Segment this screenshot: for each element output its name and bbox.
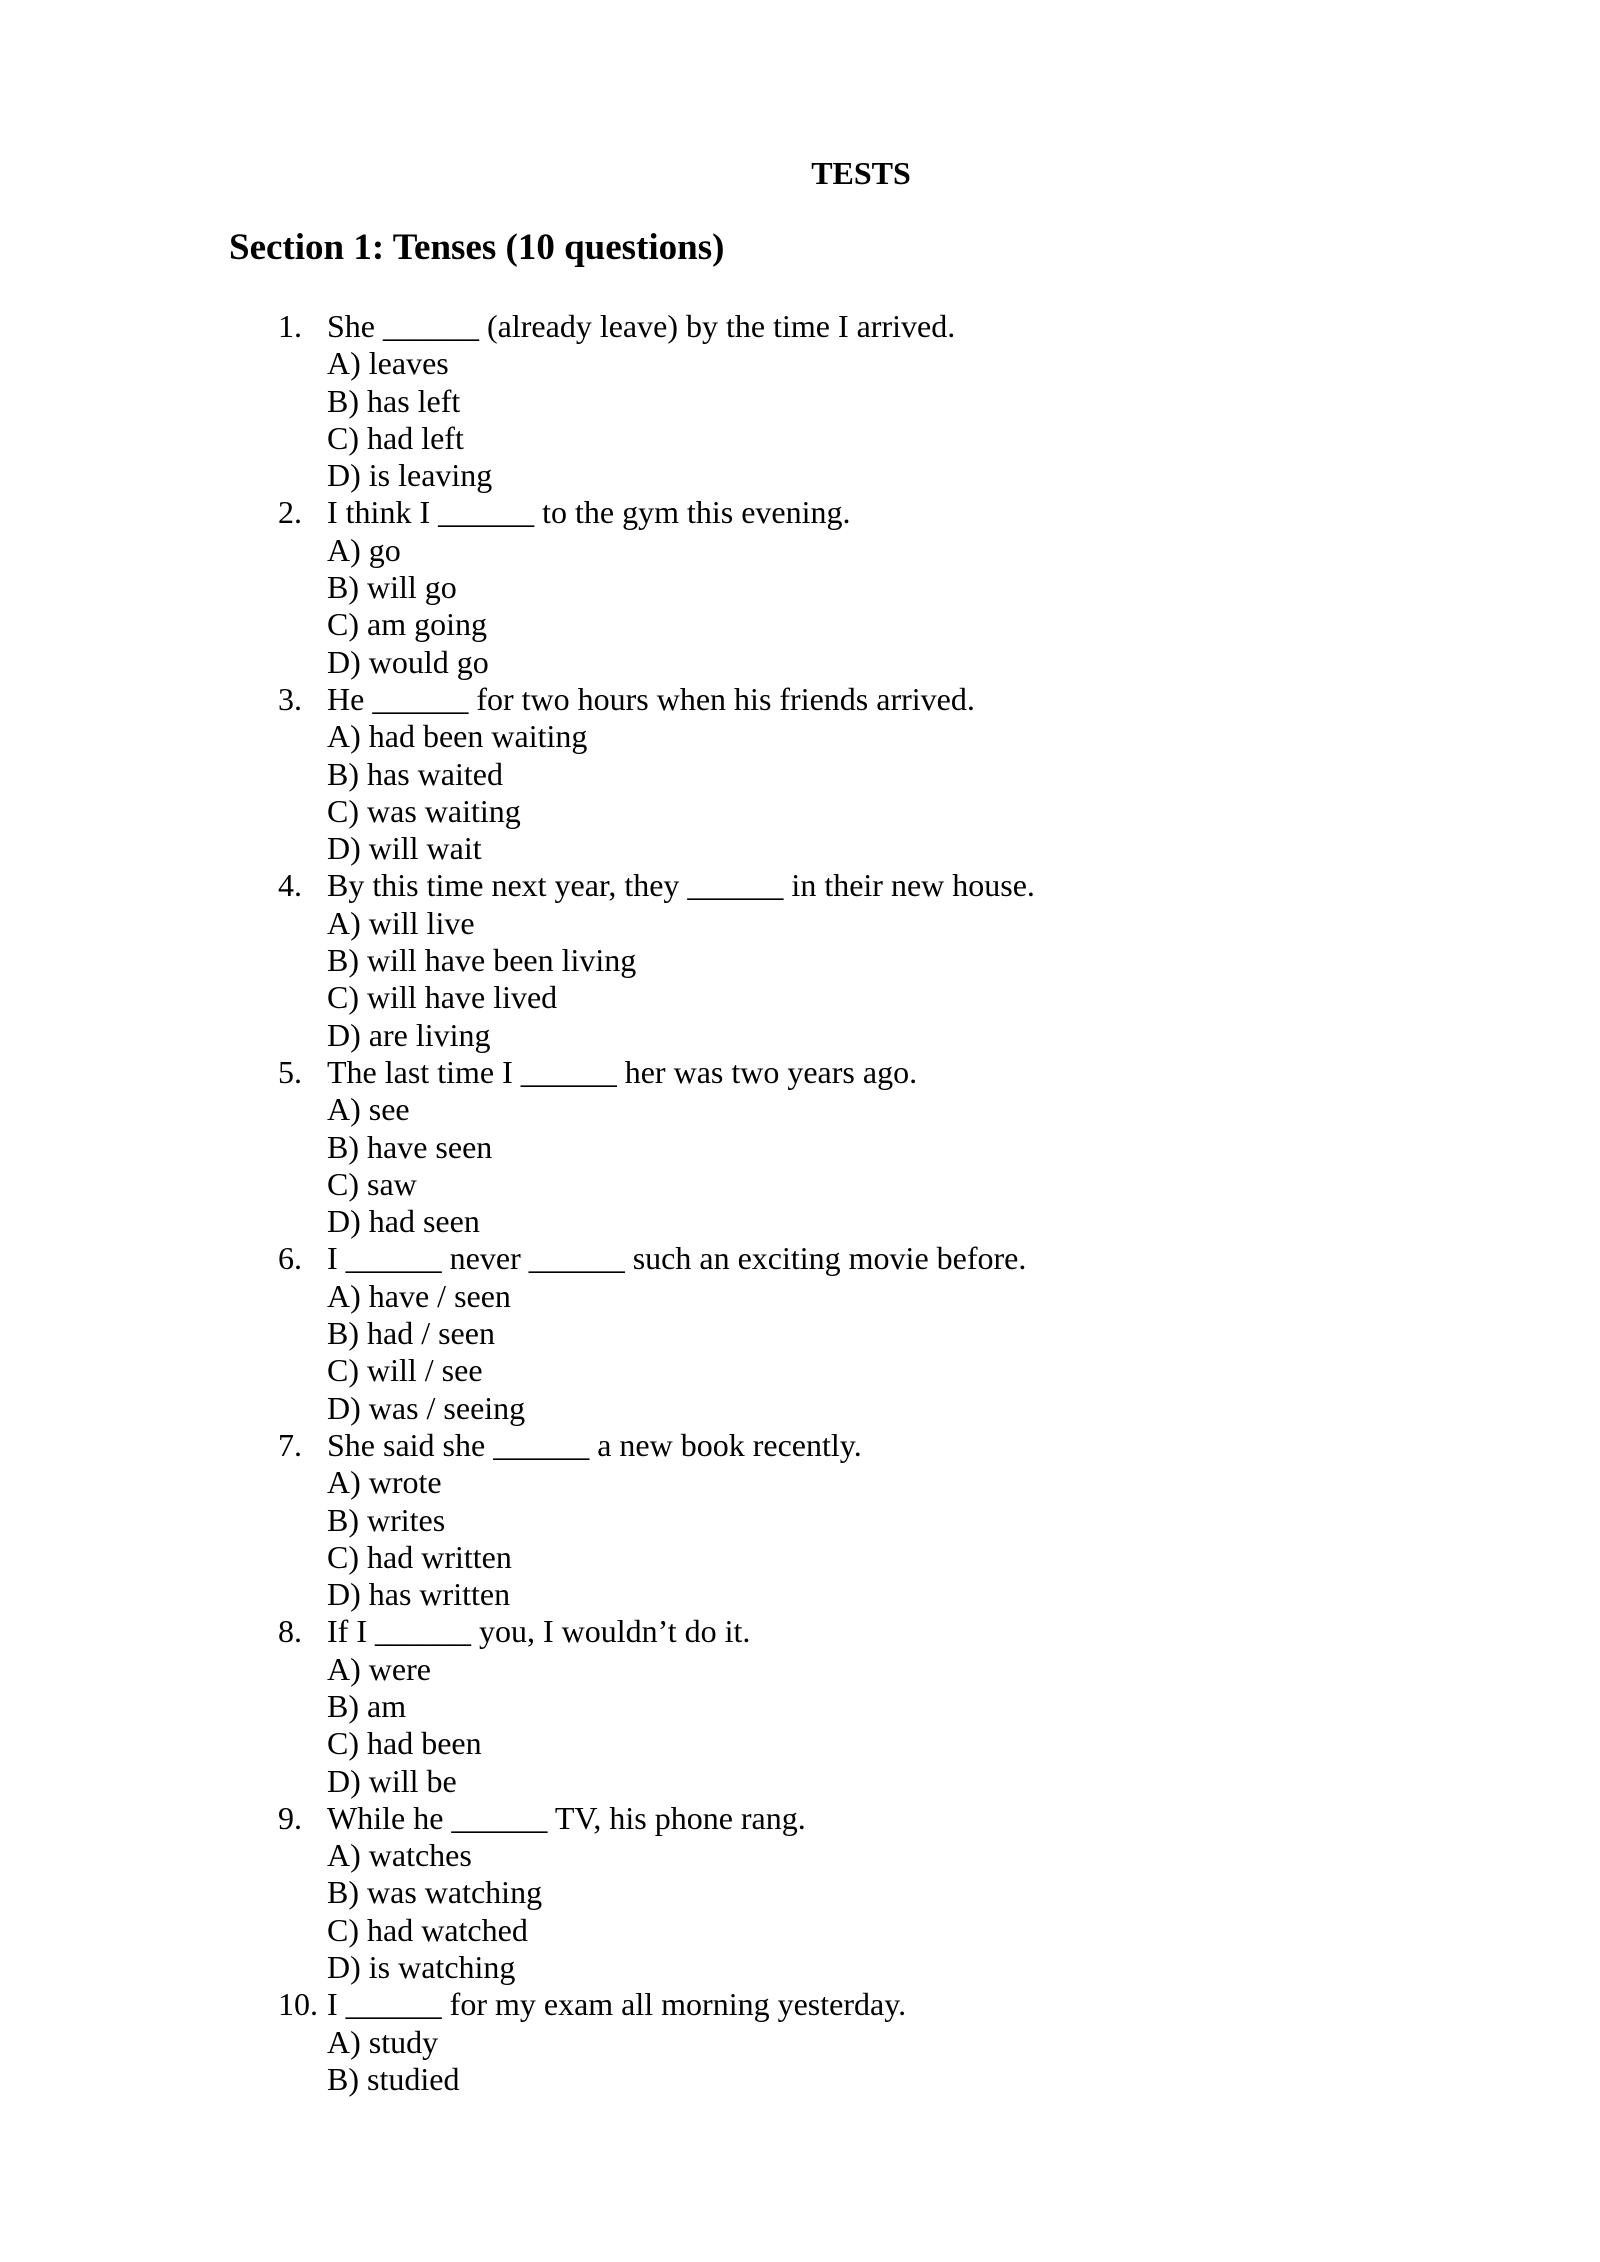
answer-option: D) will be bbox=[327, 1762, 457, 1799]
question-text: I ______ never ______ such an exciting movie before. bbox=[327, 1240, 1027, 1277]
question-stem bbox=[0, 1986, 1600, 2023]
answer-option: B) will have been living bbox=[327, 942, 637, 979]
question-item bbox=[0, 1613, 1600, 1799]
answer-option: D) will wait bbox=[327, 830, 482, 867]
question-stem bbox=[0, 681, 1600, 718]
answer-option: C) will have lived bbox=[327, 979, 558, 1016]
answer-option: A) study bbox=[327, 2023, 439, 2060]
question-number: 6. bbox=[278, 1240, 302, 1277]
question-number: 3. bbox=[278, 680, 302, 717]
answer-option: D) are living bbox=[327, 1016, 491, 1053]
question-text: She ______ (already leave) by the time I arrived. bbox=[327, 308, 956, 344]
question-text: I ______ for my exam all morning yesterday. bbox=[327, 1986, 907, 2023]
question-item bbox=[0, 867, 1600, 1053]
answer-option: C) had been bbox=[327, 1725, 482, 1762]
answer-option: D) has written bbox=[327, 1576, 511, 1613]
question-stem bbox=[0, 308, 1600, 345]
answer-option: B) has left bbox=[327, 382, 461, 419]
question-item bbox=[0, 1054, 1600, 1240]
answer-option: A) see bbox=[327, 1091, 410, 1128]
page-title: TESTS bbox=[811, 155, 911, 191]
question-stem bbox=[0, 494, 1600, 531]
answer-option: A) wrote bbox=[327, 1464, 442, 1501]
question-stem bbox=[0, 1427, 1600, 1464]
answer-option: A) were bbox=[327, 1650, 431, 1687]
answer-option: A) have / seen bbox=[327, 1277, 511, 1314]
answer-option: A) will live bbox=[327, 904, 475, 941]
question-stem bbox=[0, 1613, 1600, 1650]
question-number: 9. bbox=[278, 1799, 302, 1836]
answer-option: C) saw bbox=[327, 1165, 417, 1202]
answer-option: C) had written bbox=[327, 1538, 512, 1575]
question-text: I think I ______ to the gym this evening. bbox=[327, 494, 851, 531]
answer-option: B) has waited bbox=[327, 755, 503, 792]
answer-option: D) was / seeing bbox=[327, 1389, 526, 1426]
question-item bbox=[0, 494, 1600, 680]
answer-option: B) studied bbox=[327, 2060, 460, 2097]
answer-option: D) had seen bbox=[327, 1203, 480, 1240]
answer-option: B) will go bbox=[327, 569, 457, 606]
answer-option: C) am going bbox=[327, 606, 487, 643]
question-number: 4. bbox=[278, 867, 302, 904]
answer-option: C) was waiting bbox=[327, 792, 521, 829]
answer-option: B) was watching bbox=[327, 1874, 543, 1911]
question-stem bbox=[0, 867, 1600, 904]
question-text: She said she ______ a new book recently. bbox=[327, 1426, 862, 1463]
answer-option: B) writes bbox=[327, 1501, 446, 1538]
question-stem bbox=[0, 1240, 1600, 1277]
question-number: 8. bbox=[278, 1613, 302, 1650]
answer-option: A) watches bbox=[327, 1837, 472, 1874]
answer-option: A) leaves bbox=[327, 345, 449, 382]
question-number: 7. bbox=[278, 1426, 302, 1463]
question-text: He ______ for two hours when his friends arrived. bbox=[327, 680, 975, 717]
section-heading: Section 1: Tenses (10 questions) bbox=[229, 227, 725, 268]
question-stem bbox=[0, 1800, 1600, 1837]
question-item bbox=[0, 308, 1600, 494]
answer-option: C) will / see bbox=[327, 1352, 483, 1389]
question-number: 5. bbox=[278, 1053, 302, 1090]
answer-option: B) have seen bbox=[327, 1128, 493, 1165]
question-number: 1. bbox=[278, 308, 302, 344]
question-list bbox=[0, 308, 1600, 2098]
question-item bbox=[0, 681, 1600, 867]
question-number: 2. bbox=[278, 494, 302, 531]
question-text: While he ______ TV, his phone rang. bbox=[327, 1799, 806, 1836]
answer-option: B) am bbox=[327, 1687, 407, 1724]
answer-option: D) is leaving bbox=[327, 457, 493, 494]
answer-option: A) had been waiting bbox=[327, 718, 588, 755]
answer-option: C) had left bbox=[327, 419, 464, 456]
answer-option: B) had / seen bbox=[327, 1315, 495, 1352]
answer-option: D) would go bbox=[327, 643, 489, 680]
question-item bbox=[0, 1800, 1600, 1986]
question-stem bbox=[0, 1054, 1600, 1091]
question-text: The last time I ______ her was two years ago. bbox=[327, 1053, 918, 1090]
question-text: By this time next year, they ______ in their new house. bbox=[327, 867, 1035, 904]
answer-option: C) had watched bbox=[327, 1911, 528, 1948]
question-number: 10. bbox=[278, 1986, 318, 2023]
answer-option: A) go bbox=[327, 531, 401, 568]
question-item bbox=[0, 1986, 1600, 2098]
question-text: If I ______ you, I wouldn’t do it. bbox=[327, 1613, 751, 1650]
answer-option: D) is watching bbox=[327, 1949, 516, 1986]
question-item bbox=[0, 1427, 1600, 1613]
question-item bbox=[0, 1240, 1600, 1426]
